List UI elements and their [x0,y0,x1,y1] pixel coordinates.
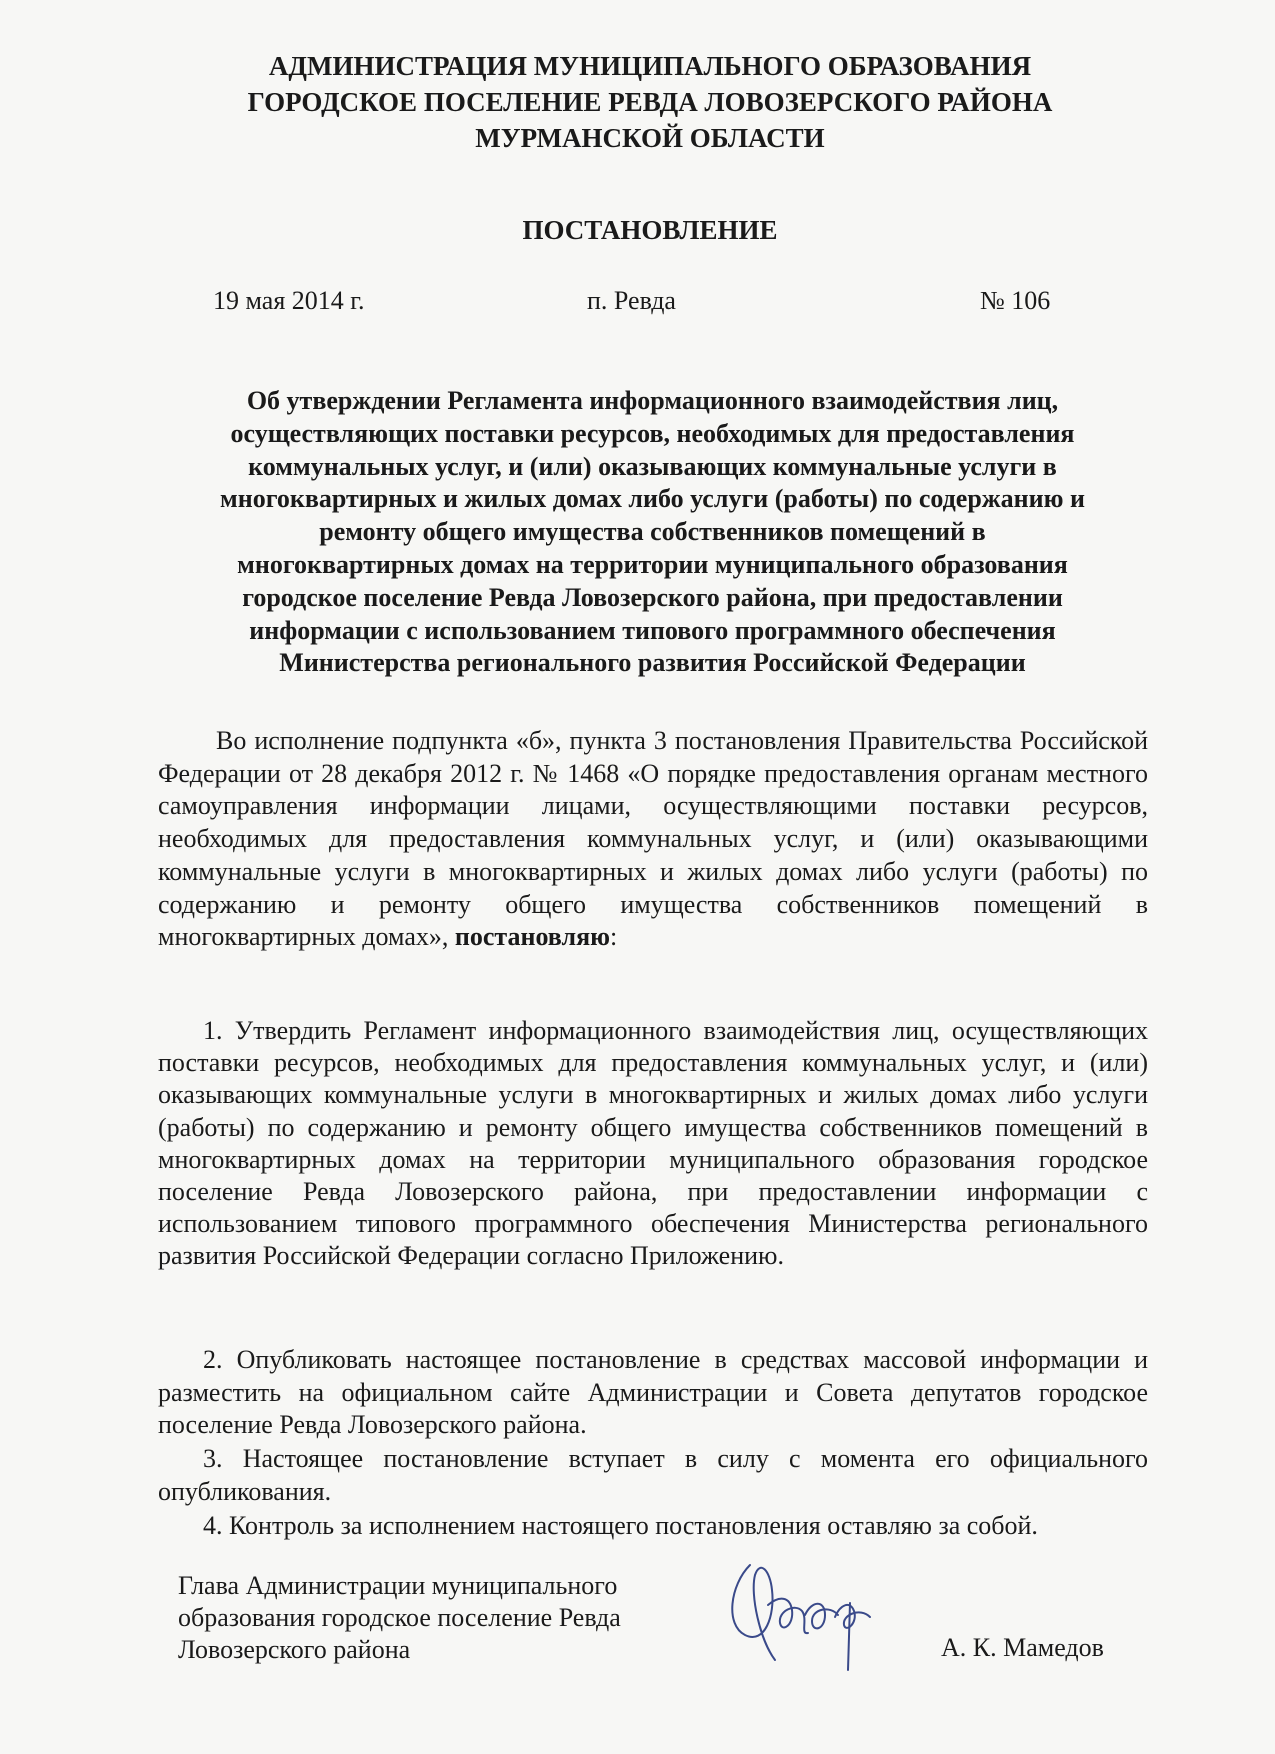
document-title [160,385,1145,680]
document-number: № 106 [980,286,1051,315]
item-paragraph-3 [158,1443,1148,1508]
preamble-paragraph [158,725,1148,954]
preamble-text: Во исполнение подпункта «б», пункта 3 постановления Правительства Российской Федерации от 28 декабря 2012 г. № 1468 «О порядке предоставления органам местного самоуправления информации лицами, осуществляющими поставки ресурсов, необходимых для предоставления коммунальных услуг, и (или) оказывающими коммунальные услуги в многоквартирных и жилых домах либо услуги (работы) по содержанию и ремонту общего имущества собственников помещений в многоквартирных домах», [158,726,1148,952]
item-text: Опубликовать настоящее постановление в средствах массовой информации и разместить на официальном сайте Администрации и Совета депутатов городское поселение Ревда Ловозерского района. [158,1345,1149,1439]
title-line: Министерства регионального развития Российской Федерации [279,648,1026,678]
org-line-1: АДМИНИСТРАЦИЯ МУНИЦИПАЛЬНОГО ОБРАЗОВАНИЯ [268,51,1032,81]
item-text: Утвердить Регламент информационного взаимодействия лиц, осуществляющих поставки ресурсов, необходимых для предоставления коммунальных услуг, и (или) оказывающих коммунальные услуги в многоквартирных и жилых домах либо услуги (работы) по содержанию и ремонту общего имущества собственников помещений в многоквартирных домах на территории муниципального образования городское поселение Ревда Ловозерского района, при предоставлении информации с использованием типового программного обеспечения Министерства регионального развития Российской Федерации согласно Приложению. [158,1016,1148,1271]
item-number: 2. [203,1345,223,1374]
document-type: ПОСТАНОВЛЕНИЕ [522,215,778,245]
decree-colon: : [610,922,618,952]
title-line: осуществляющих поставки ресурсов, необходимых для предоставления [230,418,1075,448]
item-number: 1. [203,1016,223,1045]
item-number: 4. [203,1511,223,1540]
title-line: многоквартирных и жилых домах либо услуги (работы) по содержанию и [220,484,1085,514]
title-line: коммунальных услуг, и (или) оказывающих коммунальные услуги в [248,451,1057,481]
title-line: городское поселение Ревда Ловозерского района, при предоставлении [242,582,1063,612]
org-line-3: МУРМАНСКОЙ ОБЛАСТИ [475,123,825,153]
signatory-position [178,1570,698,1666]
title-line: Об утверждении Регламента информационного взаимодействия лиц, [246,386,1059,415]
title-line: многоквартирных домах на территории муниципального образования [237,549,1068,579]
decree-word: постановляю [454,922,611,952]
org-line-2: ГОРОДСКОЕ ПОСЕЛЕНИЕ РЕВДА ЛОВОЗЕРСКОГО РАЙОНА [247,87,1053,117]
item-number: 3. [203,1444,223,1473]
organization-header [150,48,1150,156]
position-line-3: Ловозерского района [178,1635,411,1664]
signatory-name: А. К. Мамедов [941,1633,1104,1662]
handwritten-signature-icon [720,1545,890,1680]
position-line-1: Глава Администрации муниципального [178,1571,618,1600]
position-line-2: образования городское поселение Ревда [178,1603,621,1632]
item-paragraph-1 [158,1015,1148,1273]
title-line: информации с использованием типового программного обеспечения [249,615,1056,645]
item-text: Контроль за исполнением настоящего постановления оставляю за собой. [229,1511,1038,1540]
signature-drawing [720,1545,890,1675]
item-paragraph-4 [158,1510,1148,1543]
item-paragraph-2 [158,1344,1148,1442]
item-text: Настоящее постановление вступает в силу с момента его официального опубликования. [158,1444,1148,1506]
document-place: п. Ревда [587,286,676,315]
document-date: 19 мая 2014 г. [213,286,365,315]
title-line: ремонту общего имущества собственников помещений в [319,517,986,547]
